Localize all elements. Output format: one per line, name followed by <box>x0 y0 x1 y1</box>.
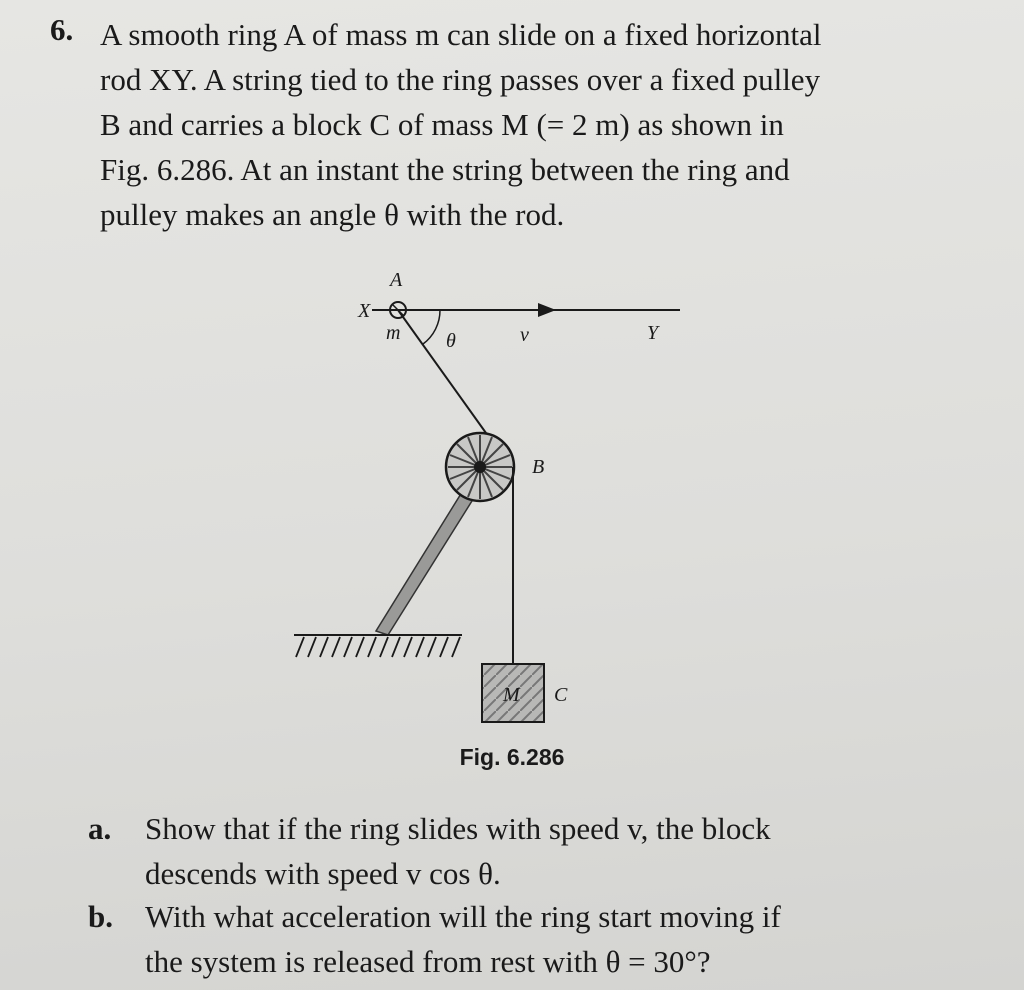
part-line: the system is released from rest with θ = 30°? <box>145 944 711 979</box>
label-block-mass: M <box>503 684 520 706</box>
figure-caption: Fig. 6.286 <box>459 744 565 770</box>
label-rod-x: X <box>358 300 371 322</box>
string-ring-to-pulley <box>398 310 486 433</box>
problem-line: B and carries a block C of mass M (= 2 m) as shown in <box>100 107 784 142</box>
problem-line: rod XY. A string tied to the ring passes over a fixed pulley <box>100 62 821 97</box>
label-theta: θ <box>446 330 456 352</box>
problem-line: pulley makes an angle θ with the rod. <box>100 197 565 232</box>
pulley-diagram <box>280 255 700 725</box>
ground-hatch <box>296 637 460 657</box>
pulley-figure <box>280 255 700 725</box>
label-mass-m: m <box>386 322 401 344</box>
part-line: With what acceleration will the ring start moving if <box>145 899 781 934</box>
part-letter: b. <box>88 899 113 934</box>
part-letter: a. <box>88 811 112 846</box>
problem-line: Fig. 6.286. At an instant the string between the ring and <box>100 152 790 187</box>
part-text <box>145 894 1005 984</box>
label-rod-y: Y <box>647 322 659 344</box>
part-line: descends with speed v cos θ. <box>145 856 501 891</box>
pulley-axle <box>474 461 486 473</box>
label-ring-a: A <box>390 269 403 291</box>
problem-number: 6. <box>50 12 74 47</box>
problem-line: A smooth ring A of mass m can slide on a fixed horizontal <box>100 17 822 52</box>
label-block-c: C <box>554 684 568 706</box>
label-pulley-b: B <box>532 456 545 478</box>
problem-statement <box>100 12 970 237</box>
label-velocity: v <box>520 324 529 346</box>
part-text <box>145 806 1005 896</box>
part-line: Show that if the ring slides with speed v, the block <box>145 811 771 846</box>
angle-arc <box>423 310 440 344</box>
velocity-arrow <box>538 303 556 317</box>
